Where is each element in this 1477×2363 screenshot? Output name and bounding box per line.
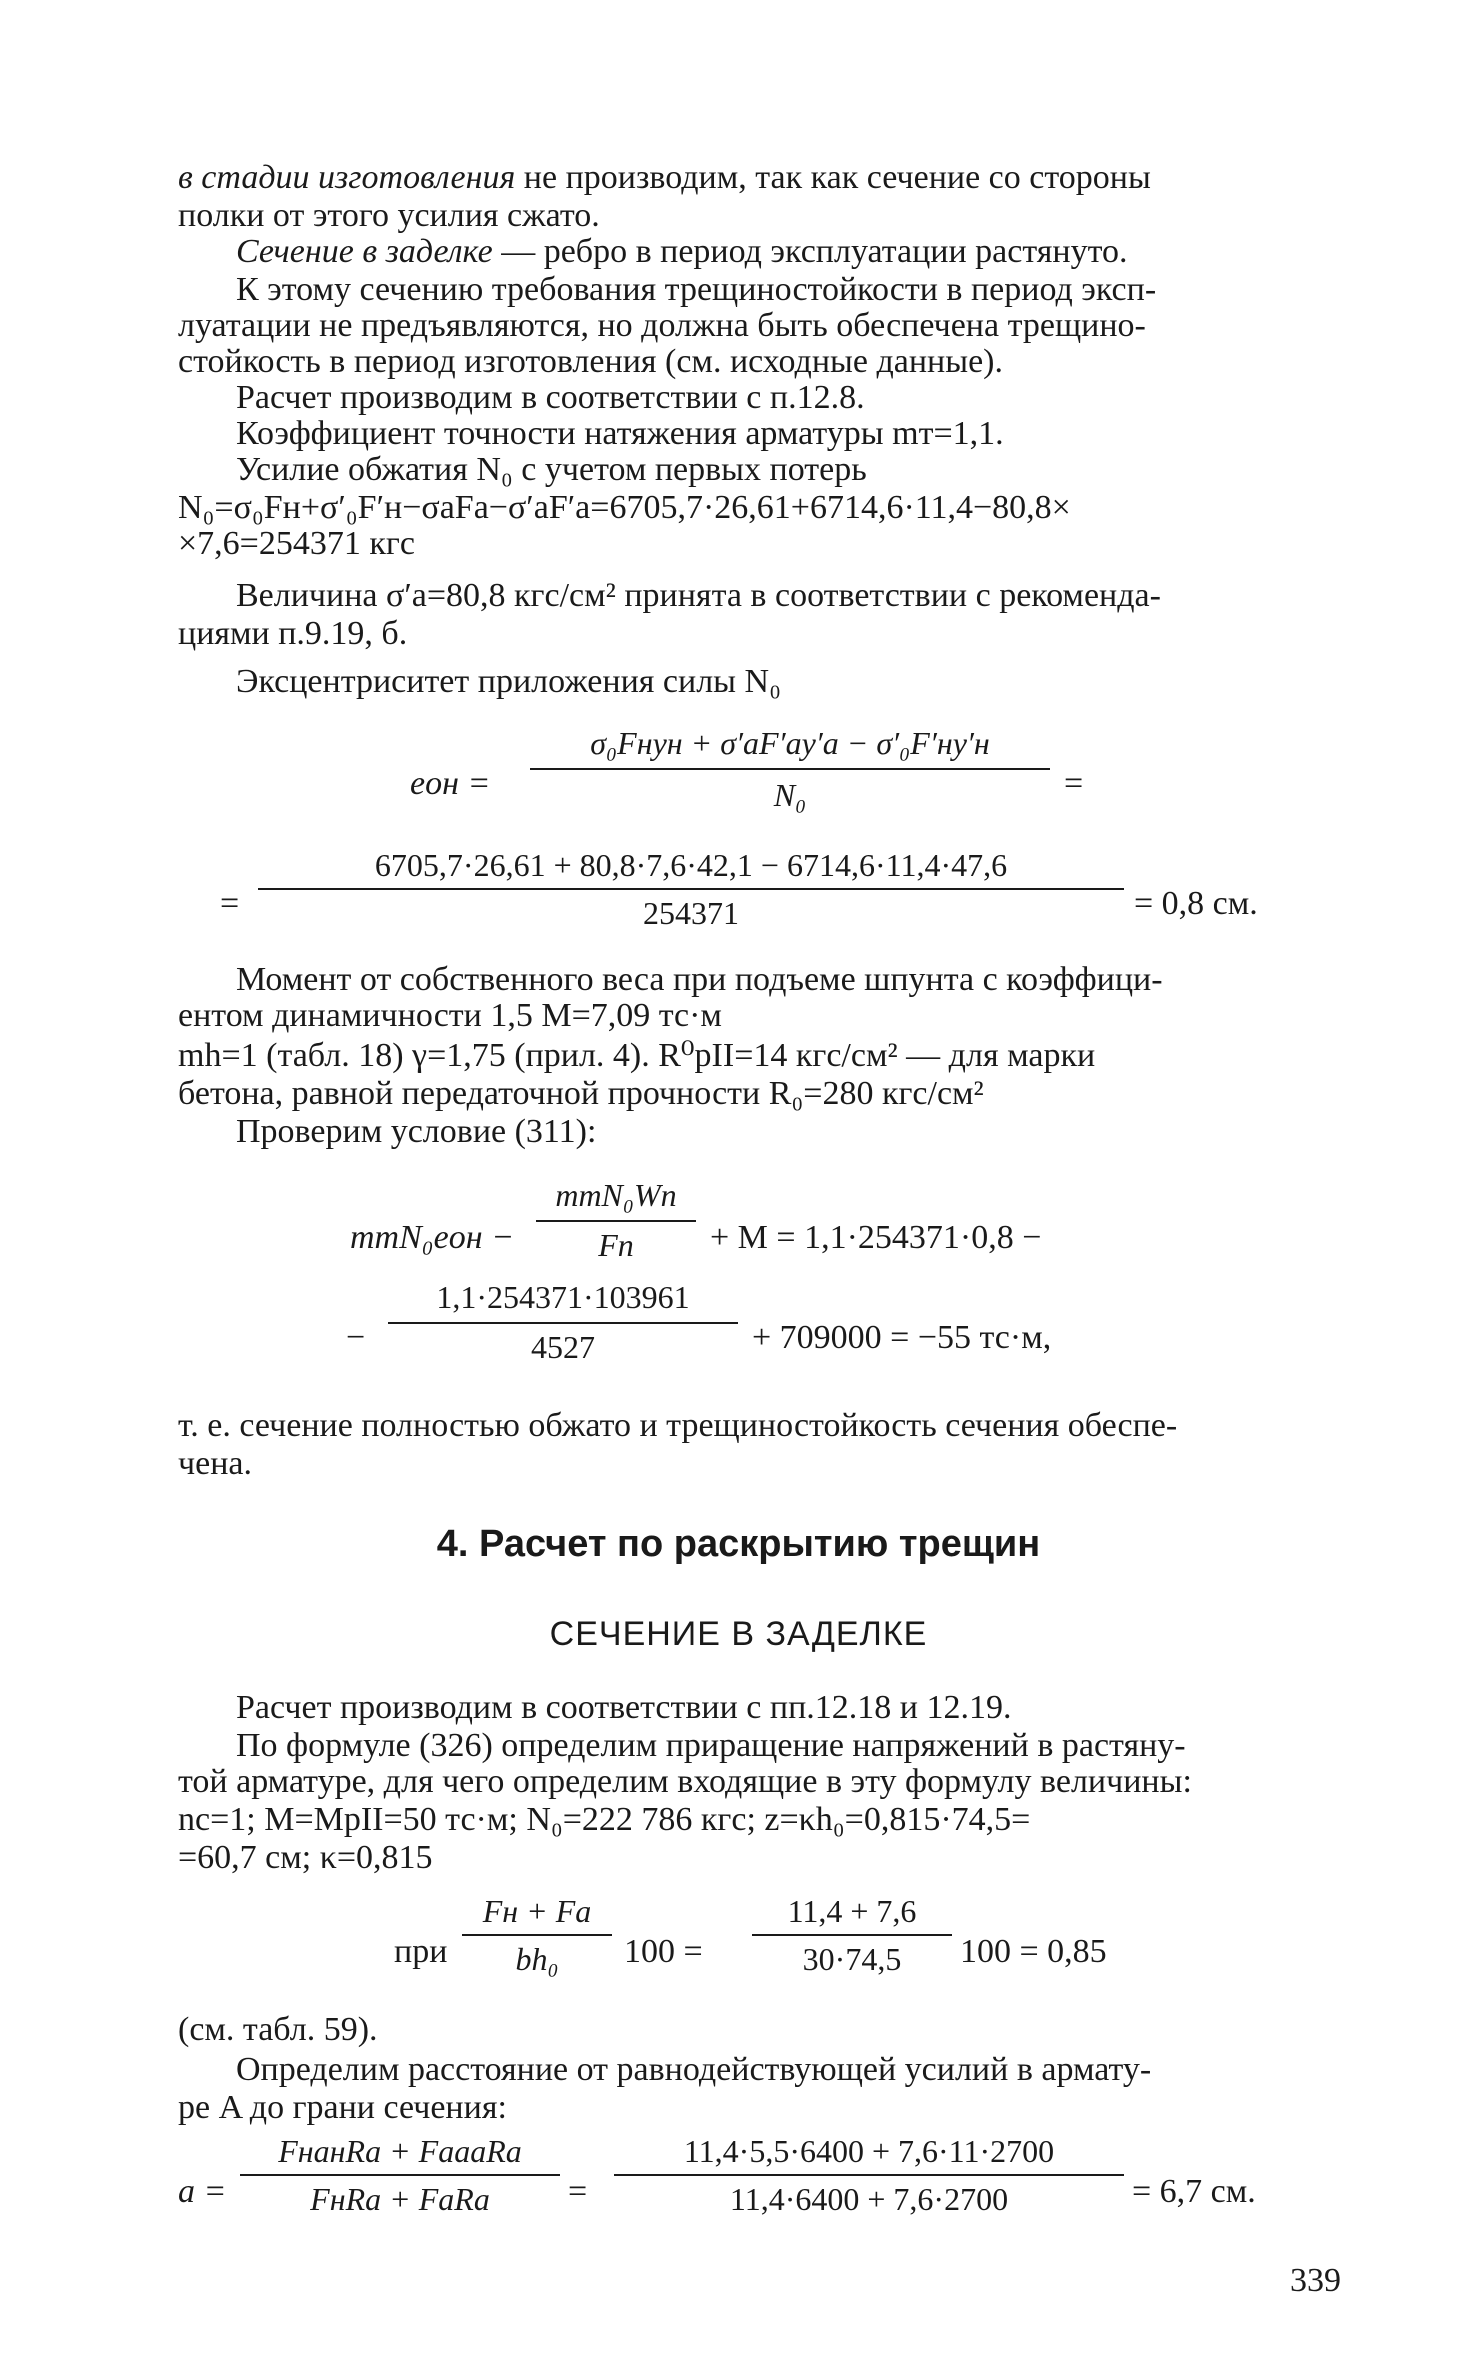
eq1-fraction-bar — [530, 768, 1050, 770]
eq4-denominator: 4527 — [531, 1329, 595, 1365]
text-line: Расчет производим в соответствии с п.12.8. — [236, 379, 865, 416]
eq6-numerator-1: FнaнRа + FаaаRа — [278, 2133, 522, 2169]
text-line: полки от этого усилия сжато. — [178, 197, 600, 234]
eq4-numerator: 1,1·254371·103961 — [436, 1279, 690, 1315]
text-line: в стадии изготовления не производим, так как сечение со стороны — [178, 159, 1151, 196]
section-heading: 4. Расчет по раскрытию трещин — [436, 1523, 1041, 1565]
text-line: той арматуре, для чего определим входящие в эту формулу величины: — [178, 1763, 1192, 1800]
eq1-numerator: σ₀Fнyн + σ′аF′аy′а − σ′₀F′нy′н — [590, 725, 990, 761]
text-line: циями п.9.19, б. — [178, 615, 408, 652]
eq6-fraction-bar-2 — [614, 2174, 1124, 2176]
eq6-mid: = — [568, 2173, 588, 2210]
eq6-fraction-bar-1 — [240, 2174, 560, 2176]
eq5-denominator-1: bh₀ — [515, 1941, 559, 1977]
text-line: mh=1 (табл. 18) γ=1,75 (прил. 4). R⁰рII=14 кгс/см² — для марки — [178, 1037, 1096, 1074]
text-line: Величина σ′а=80,8 кгс/см² принята в соответствии с рекоменда- — [236, 577, 1161, 614]
eq3-denominator: Fп — [598, 1227, 634, 1263]
eq2-numerator: 6705,7·26,61 + 80,8·7,6·42,1 − 6714,6·11,4·47,6 — [374, 847, 1008, 883]
text-line: бетона, равной передаточной прочности R₀=280 кгс/см² — [178, 1075, 984, 1112]
eq5-rhs: 100 = 0,85 — [960, 1933, 1107, 1970]
eq3-rhs: + M = 1,1·254371·0,8 − — [710, 1219, 1042, 1256]
text-line: По формуле (326) определим приращение напряжений в растяну- — [236, 1727, 1186, 1764]
eq4-fraction-bar — [388, 1322, 738, 1324]
eq2-rhs: = 0,8 см. — [1134, 885, 1258, 922]
eq1-lhs: eон = — [410, 765, 491, 802]
eq5-mid: 100 = — [624, 1933, 703, 1970]
eq3-fraction-bar — [536, 1220, 696, 1222]
text-line: Эксцентриситет приложения силы N₀ — [236, 663, 781, 700]
eq2-denominator: 254371 — [643, 895, 739, 931]
text-line: Определим расстояние от равнодействующей усилий в армату- — [236, 2051, 1152, 2088]
text-line: Расчет производим в соответствии с пп.12.18 и 12.19. — [236, 1689, 1012, 1726]
text-line: стойкость в период изготовления (см. исходные данные). — [178, 343, 1003, 380]
eq3-numerator: mтN₀Wп — [555, 1177, 677, 1213]
text-line: =60,7 см; κ=0,815 — [178, 1839, 433, 1876]
text-line: К этому сечению требования трещиностойкости в период эксп- — [236, 271, 1157, 308]
text-line: (см. табл. 59). — [178, 2011, 378, 2048]
eq4-lhs: − — [346, 1319, 366, 1356]
text-line: чена. — [178, 1445, 252, 1482]
eq2-lhs: = — [220, 885, 240, 922]
text-line: Усилие обжатия N₀ с учетом первых потерь — [236, 451, 867, 488]
eq2-fraction-bar — [258, 888, 1124, 890]
text-line: Проверим условие (311): — [236, 1113, 597, 1150]
text-line: ре A до грани сечения: — [178, 2089, 507, 2126]
eq3-lhs: mтN₀eон − — [350, 1219, 515, 1256]
section-subheading: СЕЧЕНИЕ В ЗАДЕЛКЕ — [549, 1615, 928, 1653]
eq6-denominator-1: FнRа + FаRа — [310, 2181, 490, 2217]
eq5-fraction-bar-2 — [752, 1934, 952, 1936]
eq5-fraction-bar-1 — [462, 1934, 612, 1936]
eq5-lhs: при — [394, 1933, 448, 1970]
eq6-lhs: a = — [178, 2173, 227, 2210]
text-line: ентом динамичности 1,5 M=7,09 тс·м — [178, 997, 722, 1034]
eq5-numerator-2: 11,4 + 7,6 — [787, 1893, 917, 1929]
text-line: Момент от собственного веса при подъеме шпунта с коэффици- — [236, 961, 1163, 998]
text-line: Сечение в заделке — ребро в период эксплуатации растянуто. — [236, 233, 1128, 270]
eq1-denominator: N₀ — [773, 777, 807, 813]
text-line: луатации не предъявляются, но должна быть обеспечена трещино- — [178, 307, 1146, 344]
eq6-denominator-2: 11,4·6400 + 7,6·2700 — [729, 2181, 1009, 2217]
eq5-numerator-1: Fн + Fа — [482, 1893, 592, 1929]
formula-line: N₀=σ₀Fн+σ′₀F′н−σаFа−σ′аF′а=6705,7·26,61+6714,6·11,4−80,8× — [178, 489, 1071, 526]
page-number: 339 — [1290, 2262, 1341, 2299]
eq4-rhs: + 709000 = −55 тс·м, — [752, 1319, 1052, 1356]
text-line: ×7,6=254371 кгс — [178, 525, 415, 562]
eq6-numerator-2: 11,4·5,5·6400 + 7,6·11·2700 — [683, 2133, 1055, 2169]
text-line: т. е. сечение полностью обжато и трещиностойкость сечения обеспе- — [178, 1407, 1178, 1444]
eq6-rhs: = 6,7 см. — [1132, 2173, 1256, 2210]
eq1-rhs: = — [1064, 765, 1084, 802]
eq5-denominator-2: 30·74,5 — [802, 1941, 902, 1977]
text-line: Коэффициент точности натяжения арматуры mт=1,1. — [236, 415, 1004, 452]
formula-line: nс=1; M=MрII=50 тс·м; N₀=222 786 кгс; z=κh₀=0,815·74,5= — [178, 1801, 1031, 1838]
